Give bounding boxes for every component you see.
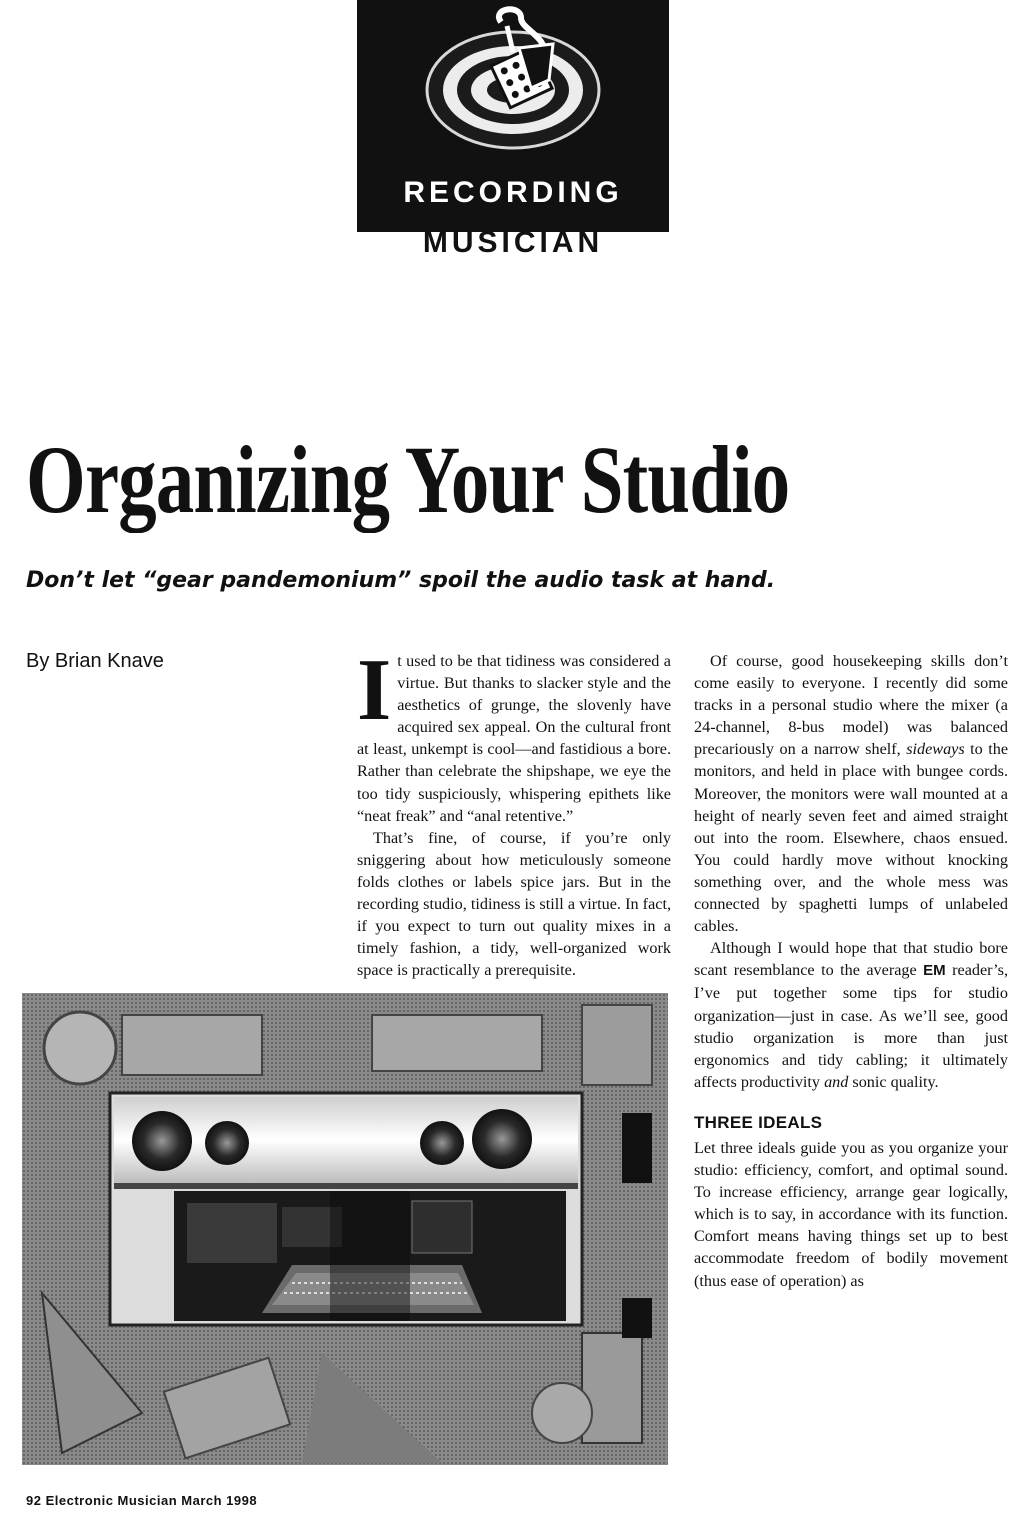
section-subhead: THREE IDEALS <box>694 1112 823 1132</box>
paragraph-3 <box>694 650 1008 937</box>
studio-collage-image <box>22 993 668 1465</box>
drop-cap: I <box>357 642 392 739</box>
page-folio: 92 Electronic Musician March 1998 <box>26 1493 258 1508</box>
paragraph-4-italic: and <box>824 1072 849 1091</box>
paragraph-4-text-a: Although I would hope that that studio bore scant resemblance to the average <box>694 939 1008 980</box>
deck-subtitle: Don’t let “gear pandemonium” spoil the audio task at hand. <box>26 568 776 593</box>
paragraph-1-text: t used to be that tidiness was considered a virtue. But thanks to slacker style and the aesthetics of grunge, the slovenly have acquired sex appeal. On the cultural front at least, unkempt is cool—and fastidious a bore. Rather than celebrate the shipshape, we eye the too tidy suspiciously, whispering epithets like “neat freak” and “anal retentive.” <box>357 652 671 825</box>
body-column-1 <box>357 642 671 981</box>
paragraph-3-text-b: to the monitors, and held in place with bungee cords. Moreover, the monitors were wall mounted at a height of nearly seven feet and aimed straight out into the room. Elsewhere, chaos ensued. You could hardly move without knocking something over, and the whole mess was connected by spaghetti lumps of unlabeled cables. <box>694 740 1009 936</box>
page-title: Organizing Your Studio <box>26 426 790 533</box>
paragraph-2: That’s fine, of course, if you’re only sniggering about how meticulously someone folds clothes or labels spice jars. But in the recording studio, tidiness is still a virtue. In fact, if you expect to turn out quality mixes in a timely fashion, a tidy, well-organized work space is practically a prerequisite. <box>357 828 671 980</box>
microphone-dice-icon <box>421 4 605 164</box>
paragraph-4-text-c: sonic quality. <box>848 1072 939 1091</box>
paragraph-3-italic: sideways <box>906 740 965 759</box>
paragraph-1 <box>357 642 671 827</box>
department-title-line2: MUSICIAN <box>422 226 604 256</box>
studio-illustration <box>22 993 668 1465</box>
paragraph-4-text-b: reader’s, I’ve put together some tips for studio organization—just in case. As we’ll see, good studio organization is more than just ergonomics and tidy cabling; it ultimately affects productivity <box>694 961 1008 1091</box>
department-title-line1: RECORDING <box>403 176 623 209</box>
byline: By Brian Knave <box>26 650 164 672</box>
department-logo-box <box>357 0 669 232</box>
paragraph-3-text-a: Of course, good housekeeping skills don’t come easily to everyone. I recently did some tracks in a personal studio where the mixer (a 24-channel, 8-bus model) was balanced precariously on a narrow shelf, <box>694 652 1008 759</box>
em-logo: EM <box>923 962 946 980</box>
paragraph-4 <box>694 937 1008 1093</box>
body-column-2 <box>694 650 1008 1292</box>
paragraph-5: Let three ideals guide you as you organize your studio: efficiency, comfort, and optimal sound. To increase efficiency, arrange gear logically, which is to say, in accordance with its function. Comfort means having things set up to best accommodate freedom of bodily movement (thus ease of operation) as <box>694 1138 1008 1290</box>
